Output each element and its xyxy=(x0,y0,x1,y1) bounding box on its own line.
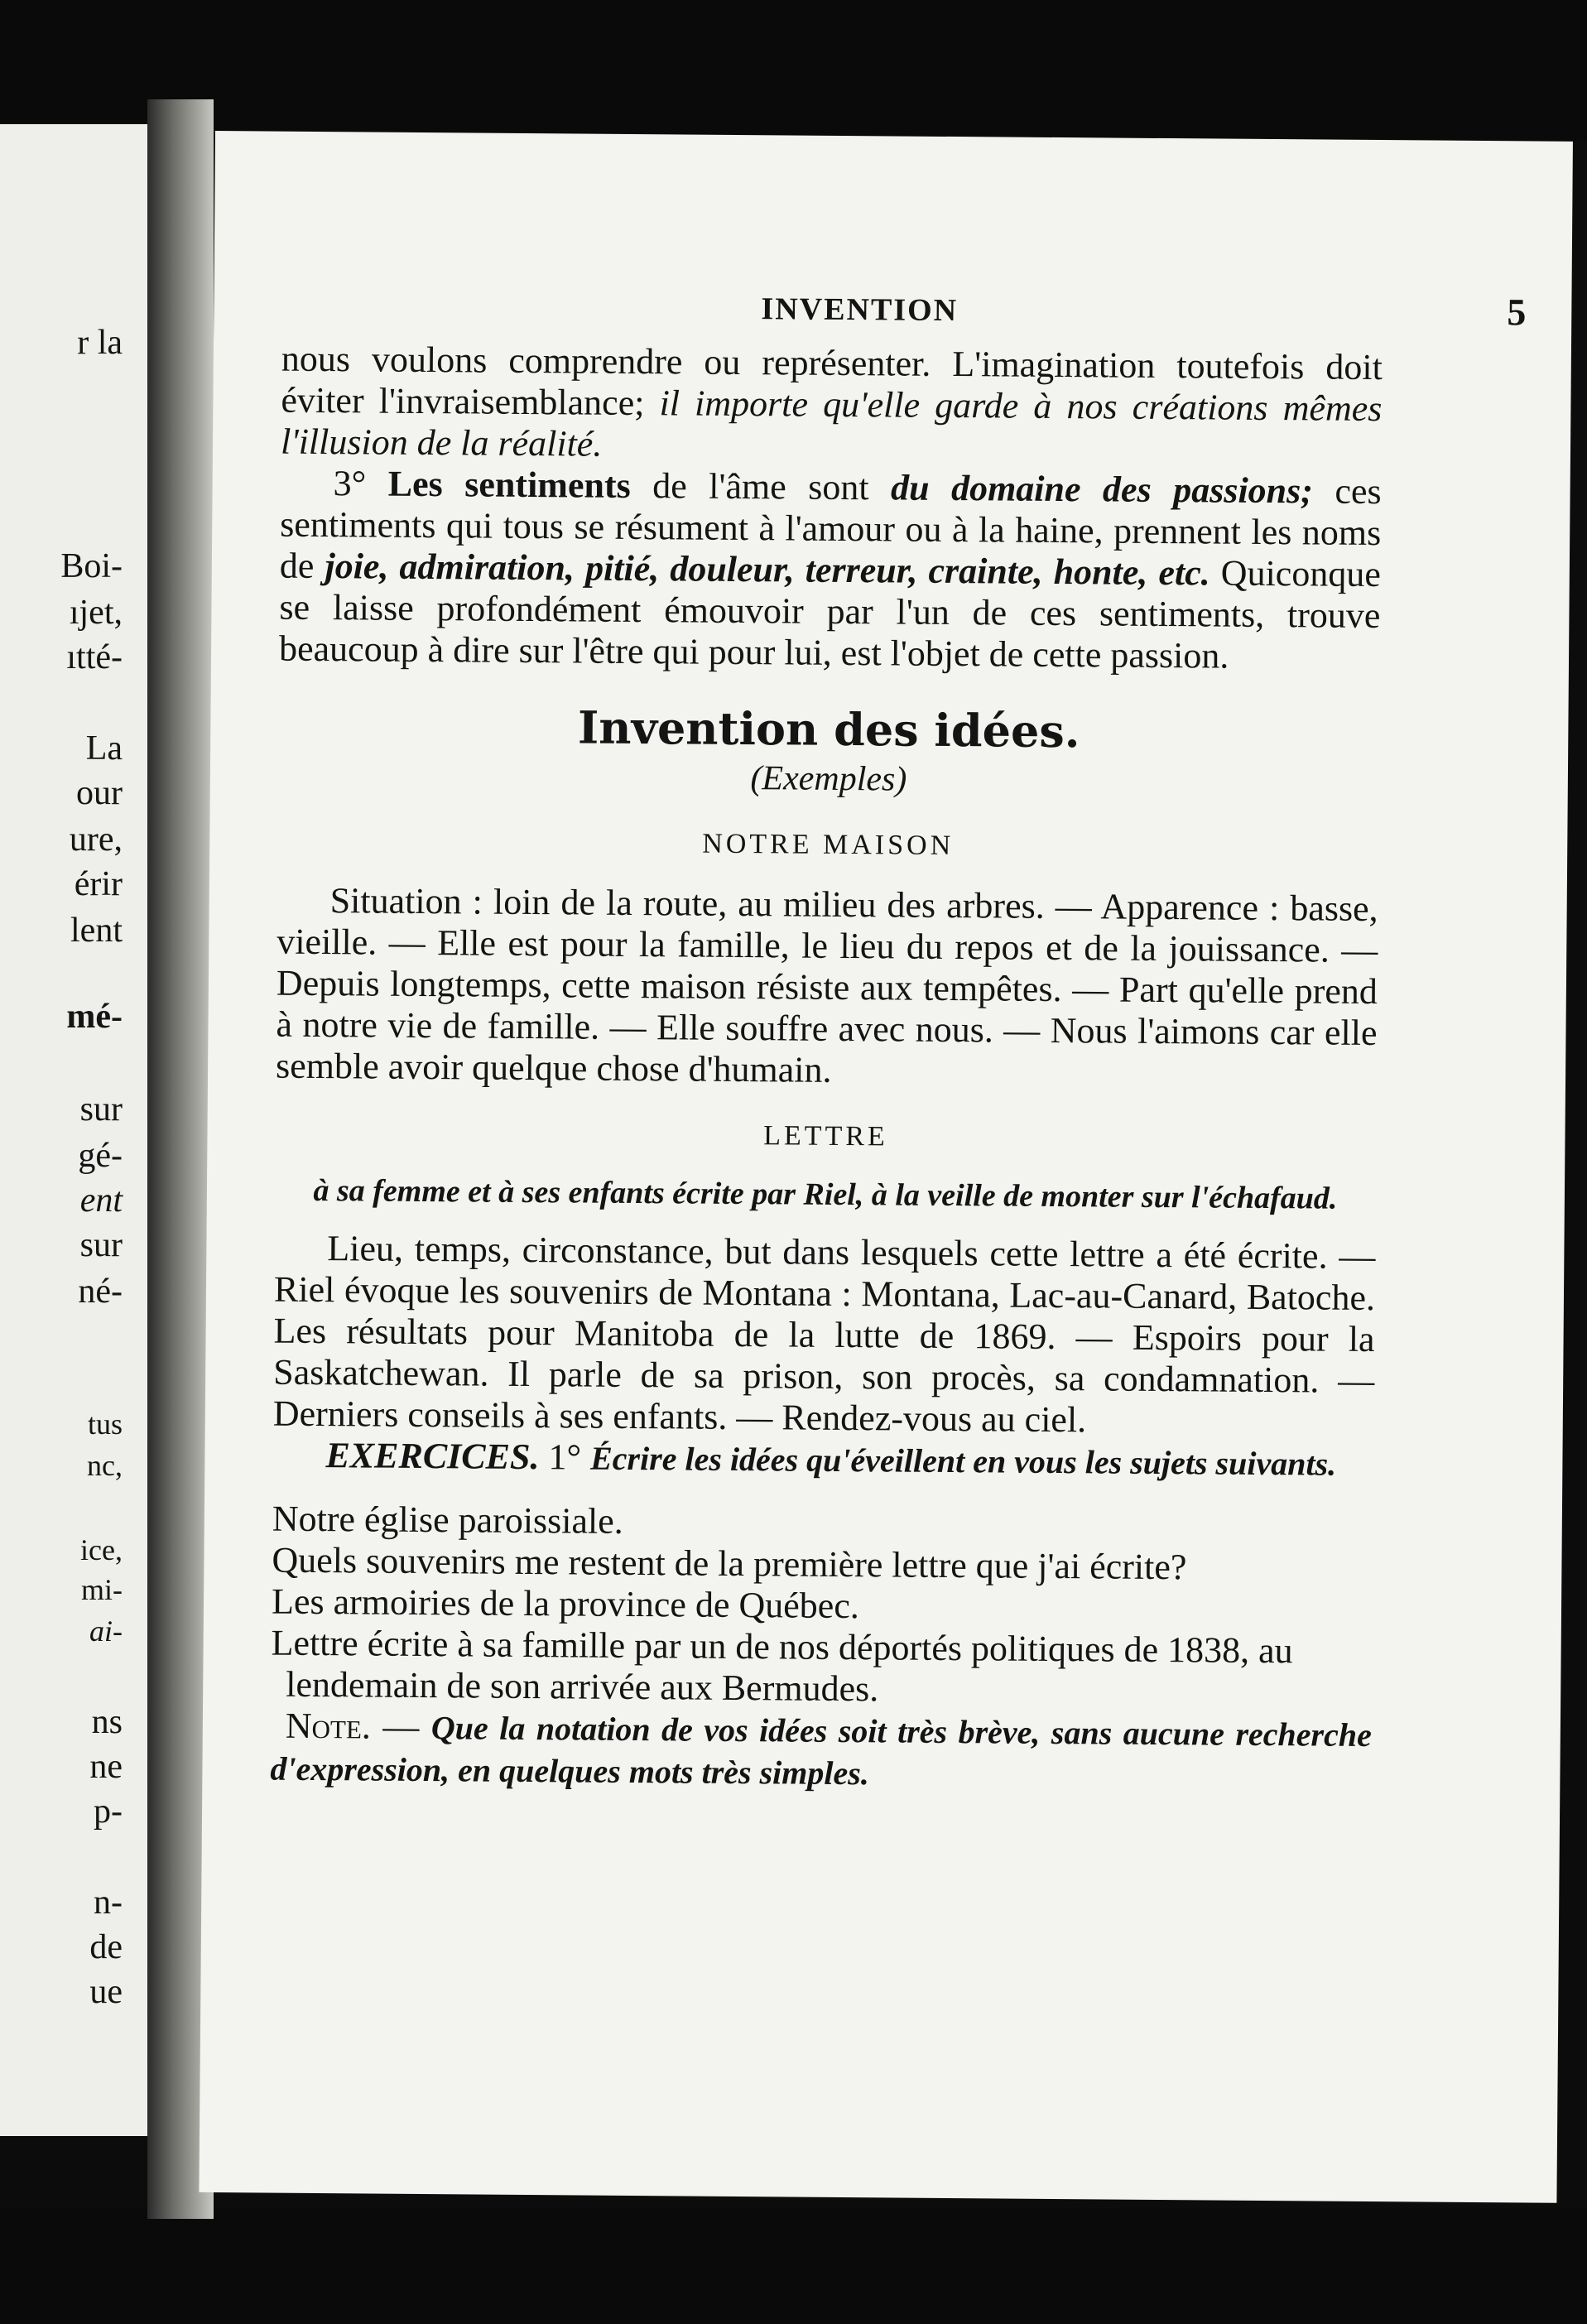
left-fragment: tus xyxy=(87,1407,123,1441)
left-fragment: gé- xyxy=(78,1137,123,1175)
paragraph-imagination xyxy=(281,339,1383,471)
paragraph-text: de l'âme sont xyxy=(630,464,892,508)
left-fragment: érir xyxy=(74,865,123,903)
left-fragment: mé- xyxy=(66,998,123,1036)
note-text: Que la notation de vos idées soit très brève, sans aucune recherche d'expression, en quelques mots très simples. xyxy=(270,1709,1373,1792)
paragraph-emphasis: du domaine des passions; xyxy=(890,467,1314,512)
page-body xyxy=(270,339,1383,1798)
example-title-lettre: LETTRE xyxy=(763,1120,888,1152)
page-number: 5 xyxy=(1507,291,1527,334)
exercises-number: 1° xyxy=(539,1436,591,1478)
paragraph-emphasis: joie, admiration, pitié, douleur, terreur, crainte, honte, etc. xyxy=(325,546,1210,594)
left-fragment: ue xyxy=(89,1973,123,2011)
section-heading: Invention des idées. xyxy=(577,700,1080,758)
left-fragment: ns xyxy=(91,1703,123,1741)
left-fragment: ıtté- xyxy=(66,638,123,676)
top-dark-border xyxy=(0,0,1587,141)
left-fragment: n- xyxy=(94,1884,123,1922)
left-fragment: ai- xyxy=(89,1614,123,1648)
left-facing-page xyxy=(0,124,147,2136)
example-text-maison: Situation : loin de la route, au milieu des arbres. — Apparence : basse, vieille. — Elle est pour la famille, le lieu du repos et de la jouissance. — Depuis longtemps, cette maison résiste aux tempêtes. — Part qu'elle prend à notre vie de famille. — Elle souffre avec nous. — Nous l'aimons car elle semble avoir quelque chose d'humain. xyxy=(275,880,1378,1090)
letter-caption: à sa femme et à ses enfants écrite par Riel, à la veille de monter sur l'échafaud. xyxy=(313,1172,1338,1216)
left-fragment: Boi- xyxy=(60,547,123,585)
list-item: Quels souvenirs me restent de la première lettre que j'ai écrite? xyxy=(272,1539,1187,1588)
left-fragment: p- xyxy=(94,1792,123,1831)
page-header xyxy=(214,280,1571,340)
paragraph-text: ces sentiments qui tous se résument à l'amour ou à la haine, prennent les noms de xyxy=(279,470,1382,587)
paragraph-text: nous voulons comprendre ou représenter. L'imagination toutefois doit éviter l'invraisemblance; xyxy=(281,338,1383,424)
left-fragment: ne xyxy=(89,1748,123,1786)
note-lead: Note. xyxy=(285,1705,372,1747)
left-fragment: nc, xyxy=(87,1449,123,1482)
exercises-instruction xyxy=(272,1435,1373,1485)
left-fragment: ice, xyxy=(80,1533,123,1566)
list-item: Notre église paroissiale. xyxy=(272,1498,624,1542)
paragraph-title: Les sentiments xyxy=(387,463,631,506)
exercises-instruction-text: Écrire les idées qu'éveillent en vous les sujets suivants. xyxy=(589,1439,1337,1483)
example-text-lettre: Lieu, temps, circonstance, but dans lesquels cette lettre a été écrite. — Riel évoque les souvenirs de Montana : Montana, Lac-au-Canard, Batoche. Les résultats pour Manitoba de la lutte de 1869. — Espoirs pour la Saskatchewan. Il parle de sa prison, son procès, sa condamnation. — Derniers conseils à ses enfants. — Rendez-vous au ciel. xyxy=(272,1228,1376,1441)
left-fragment: ent xyxy=(79,1181,123,1220)
note-dash: — xyxy=(370,1706,432,1748)
running-title: INVENTION xyxy=(761,291,959,329)
right-page xyxy=(199,131,1573,2203)
left-fragment: de xyxy=(89,1928,123,1966)
left-fragment: sur xyxy=(79,1226,123,1264)
left-fragment: r la xyxy=(77,324,123,362)
list-item: Les armoiries de la province de Québec. xyxy=(271,1581,860,1627)
left-fragment: ure, xyxy=(69,820,123,859)
paragraph-number: 3° xyxy=(333,463,388,504)
exercise-note xyxy=(270,1706,1372,1798)
bottom-dark-border xyxy=(0,2208,1587,2324)
list-item: Lettre écrite à sa famille par un de nos déportés politiques de 1838, au lendemain de son arrivée aux Bermudes. xyxy=(271,1622,1293,1710)
left-fragment: sur xyxy=(79,1090,123,1128)
example-title-maison: NOTRE MAISON xyxy=(702,828,955,862)
paragraph-sentiments xyxy=(279,463,1382,678)
left-fragment: né- xyxy=(78,1273,123,1311)
left-fragment: mi- xyxy=(81,1573,123,1606)
left-fragment: lent xyxy=(70,912,123,950)
exercises-lead: EXERCICES. xyxy=(325,1435,540,1478)
left-fragment: our xyxy=(76,774,123,812)
paragraph-text: Quiconque se laisse profondément émouvoir par l'un de ces sentiments, trouve beaucoup à dire sur l'être qui pour lui, est l'objet de cette passion. xyxy=(278,552,1382,676)
left-fragment: La xyxy=(85,729,123,767)
paragraph-emphasis: il importe qu'elle garde à nos créations mêmes l'illusion de la réalité. xyxy=(280,383,1383,464)
section-subheading: (Exemples) xyxy=(750,759,907,799)
left-fragment: ıjet, xyxy=(69,594,123,632)
exercise-list xyxy=(271,1499,1373,1714)
